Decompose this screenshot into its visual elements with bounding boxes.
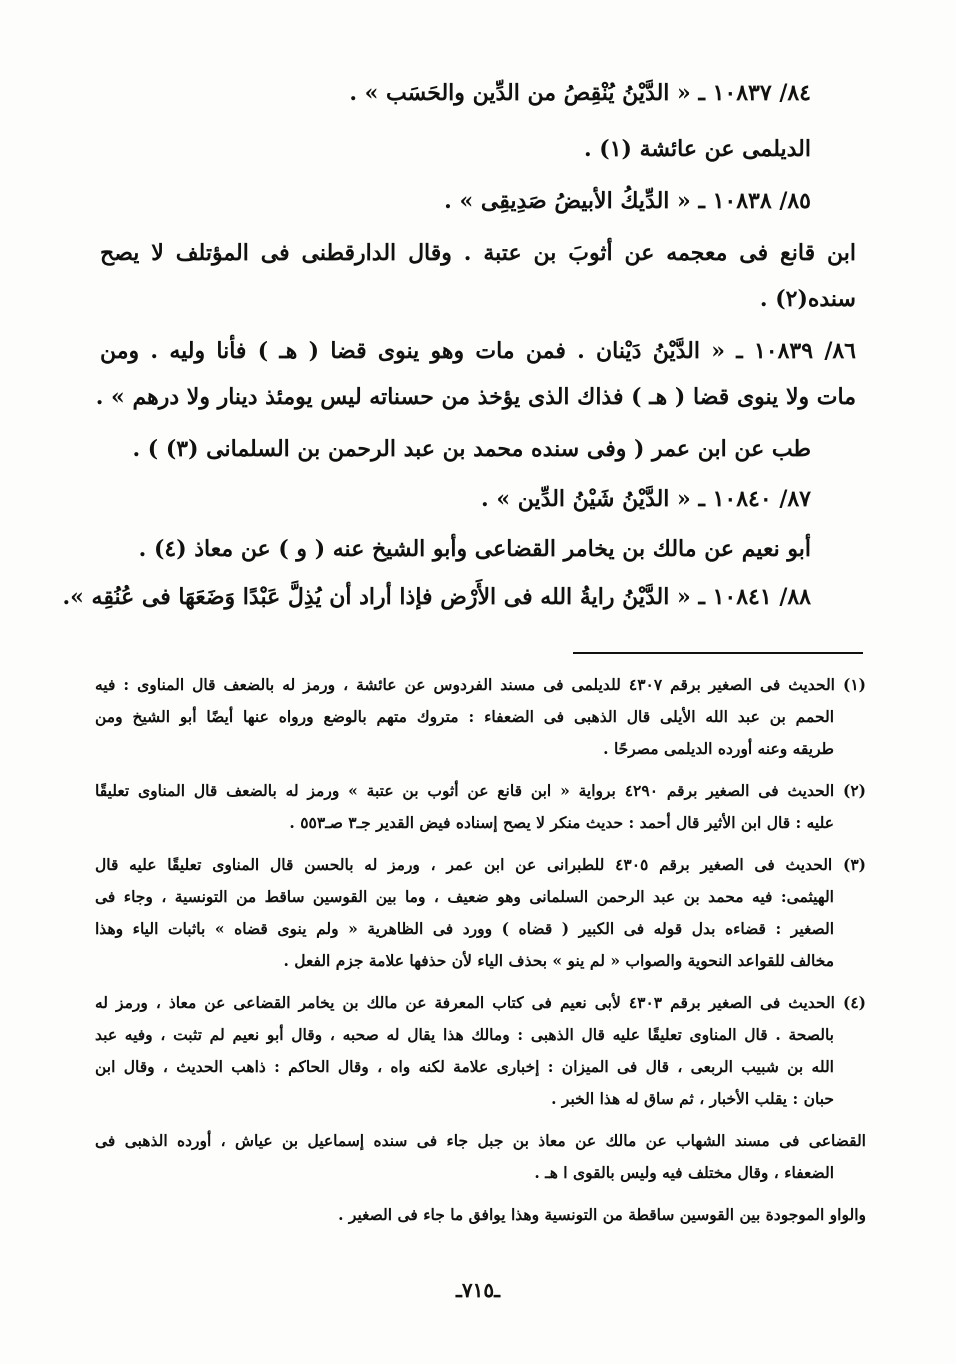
hadith-84-source: الديلمى عن عائشة (١) .: [583, 136, 811, 162]
hadith-86-line1: ٨٦/ ١٠٨٣٩ ـ « الدَّيْنُ دَيْنان . فمن مات وهو ينوى قضا ( هـ ) فأنا وليه . ومن: [100, 338, 856, 364]
footnote-4-line1: (٤) الحديث فى الصغير برقم ٤٣٠٣ لأبى نعيم فى كتاب المعرفة عن مالك بن يخامر القضاعى عن معاذ ، ورمز له: [95, 993, 866, 1012]
hadith-85: ٨٥/ ١٠٨٣٨ ـ « الدِّيكُ الأبيضُ صَدِيقِى » .: [444, 188, 811, 214]
hadith-88: ٨٨/ ١٠٨٤١ ـ « الدَّيْنُ رايةُ الله فى الأَرْض فإذا أراد أن يُذِلَّ عَبْدًا وَضَعَهَا فى عُنُقِه ».: [62, 584, 811, 610]
hadith-86-source: طب عن ابن عمر ( وفى سنده محمد بن عبد الرحمن بن السلمانى (٣) ) .: [132, 436, 811, 462]
hadith-86-line2: مات ولا ينوى قضا ( هـ ) فذاك الذى يؤخذ من حسناته ليس يومئذ دينار ولا درهم » .: [95, 384, 856, 410]
footnote-4-line2: بالصحة . قال المناوى تعليقًا عليه قال الذهبى : ومالك هذا يقال له صحبه ، وقال أبو نعيم لم تثبت ، وفيه عبد: [95, 1025, 834, 1044]
hadith-85-source-line1: ابن قانع فى معجمه عن أثوبَ بن عتبة . وقال الدارقطنى فى المؤتلف لا يصح: [100, 240, 856, 266]
page-number: ـ٧١٥ـ: [456, 1278, 500, 1302]
footnote-4-line6: الضعفاء ، وقال مختلف فيه وليس بالقوى ا هـ .: [534, 1163, 834, 1182]
footnote-1-line1: (١) الحديث فى الصغير برقم ٤٣٠٧ للديلمى فى مسند الفردوس عن عائشة ، ورمز له بالضعف قال المناوى : فيه: [95, 675, 866, 694]
hadith-85-source-line2: سنده(٢) .: [759, 286, 856, 312]
footnote-4-line5: القضاعى فى مسند الشهاب عن مالك عن معاذ بن جبل جاء فى سنده إسماعيل بن عياش ، أورده الذهبى فى: [95, 1131, 866, 1150]
footnote-4-line4: حبان : يقلب الأخبار ، ثم ساق له هذا الخبر .: [551, 1089, 834, 1108]
hadith-87: ٨٧/ ١٠٨٤٠ ـ « الدَّيْنُ شَيْنُ الدِّين » .: [481, 486, 811, 512]
footnote-1-line3: طريقه وعنه أورده الديلمى مصرحًا .: [603, 739, 834, 758]
footnote-4-line3: الله بن شبيب الربعى ، قال فى الميزان : إخبارى علامة لكنه واه ، وقال الحاكم : ذاهب الحديث ، وقال ابن: [95, 1057, 834, 1076]
footnote-2-line2: عليه : قال ابن الأثير قال أحمد : حديث منكر لا يصح إسناده فيض القدير جـ٣ صـ٥٥٣ .: [289, 813, 834, 832]
footnote-3-line1: (٣) الحديث فى الصغير برقم ٤٣٠٥ للطبرانى عن ابن عمر ، ورمز له بالحسن قال المناوى تعليقًا عليه قال: [95, 855, 866, 874]
hadith-87-source: أبو نعيم عن مالك بن يخامر القضاعى وأبو الشيخ عنه ( و ) عن معاذ (٤) .: [138, 536, 811, 562]
footnote-3-line3: الصغير : قضاءه بدل قوله فى الكبير ( قضاه ) وورد فى الظاهرية « ولم ينوى قضاه » باثبات الياء وهذا: [95, 919, 834, 938]
hadith-84: ٨٤/ ١٠٨٣٧ ـ « الدَّيْنُ يُنْقِصُ من الدِّين والحَسَب » .: [349, 80, 811, 106]
footnote-divider: [573, 652, 863, 654]
footnote-3-line2: الهيثمى: فيه محمد بن عبد الرحمن السلمانى وهو ضعيف ، وما بين القوسين ساقط من التونسية ، وجاء فى: [95, 887, 834, 906]
footnote-3-line4: مخالف للقواعد النحوية والصواب « لم ينو » بحذف الياء لأن حذفها علامة جزم الفعل .: [283, 951, 834, 970]
footnote-1-line2: الحمم بن عبد الله الأيلى قال الذهبى فى الضعفاء : متروك متهم بالوضع ورواه عنها أيضًا أبو الشيخ ومن: [95, 707, 834, 726]
footnote-4-line7: والواو الموجودة بين القوسين ساقطة من التونسية وهذا يوافق ما جاء فى الصغير .: [338, 1205, 866, 1224]
footnote-2-line1: (٢) الحديث فى الصغير برقم ٤٢٩٠ برواية « ابن قانع عن أثوب بن عتبة » ورمز له بالضعف قال المناوى تعليقًا: [95, 781, 867, 800]
